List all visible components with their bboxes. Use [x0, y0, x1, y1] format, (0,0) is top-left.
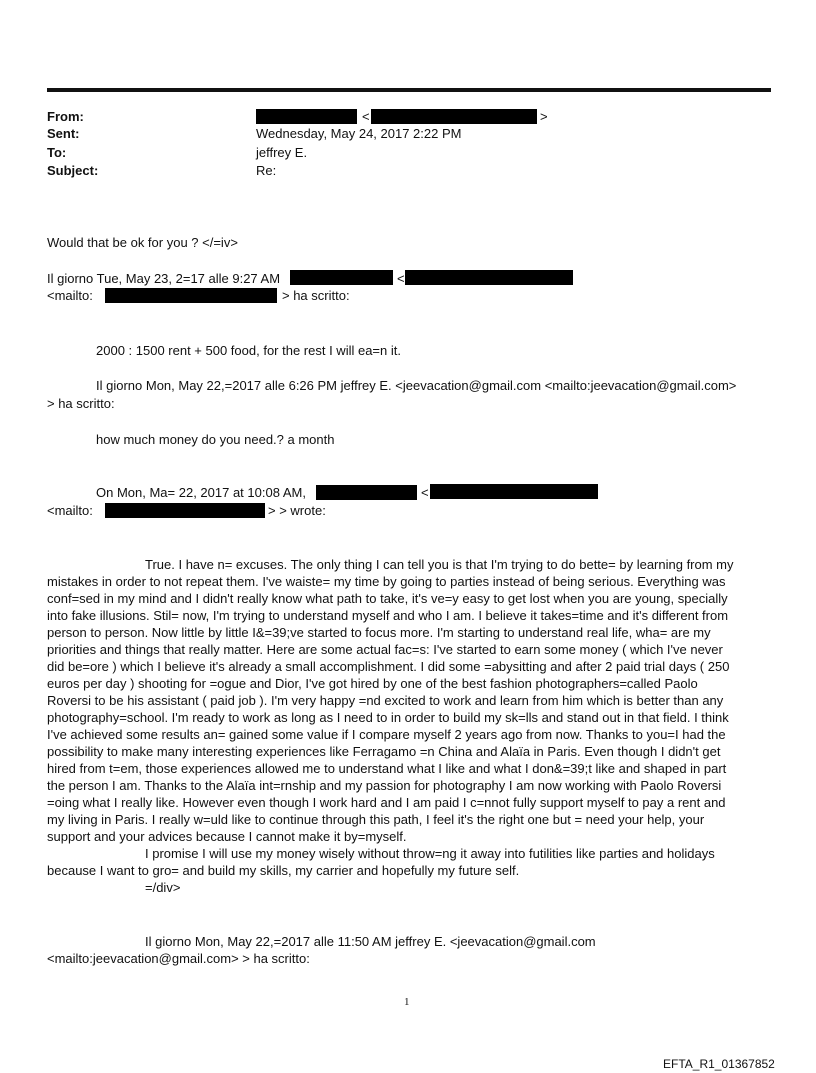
- letter-line: support and your advices because I cannot make it by=myself.: [47, 829, 407, 844]
- letter-line: because I want to gro= and build my skills, my carrier and hopefully my future self.: [47, 863, 520, 878]
- to-value: jeffrey E.: [256, 145, 308, 160]
- letter-line: =/div>: [145, 880, 181, 895]
- money-line: 2000 : 1500 rent + 500 food, for the rest I will ea=n it.: [96, 343, 401, 358]
- letter-line: my living in Paris. I really w=uld like to continue through this path, I feel it's the right one but = need your help, your: [47, 812, 705, 827]
- quote3-suffix: > > wrote:: [268, 503, 326, 518]
- letter-line: did be=ore ) which I believe it's already a small accomplishment. I did some =abysitting and after 2 paid trial days ( 250: [47, 659, 730, 674]
- quote3-header: On Mon, Ma= 22, 2017 at 10:08 AM,: [96, 485, 306, 500]
- letter-line: mistakes in order to not repeat them. I've waiste= my time by going to parties instead of being serious. Everything was: [47, 574, 726, 589]
- redacted-quote3-name: [316, 485, 417, 500]
- sent-value: Wednesday, May 24, 2017 2:22 PM: [256, 126, 462, 141]
- header-divider: [47, 88, 771, 92]
- letter-line: I promise I will use my money wisely without throw=ng it away into futilities like parties and holidays: [145, 846, 715, 861]
- quote4-header: Il giorno Mon, May 22,=2017 alle 11:50 AM jeffrey E. <jeevacation@gmail.com: [145, 934, 596, 949]
- quote4-header-cont: <mailto:jeevacation@gmail.com> > ha scritto:: [47, 951, 310, 966]
- redacted-quote3-mailto: [105, 503, 265, 518]
- quote1-suffix: > ha scritto:: [282, 288, 350, 303]
- letter-line: photography=school. I'm ready to work as long as I need to in order to build my sk=lls and stand out in that field. I think: [47, 710, 729, 725]
- from-lt: <: [362, 109, 370, 124]
- how-much-line: how much money do you need.? a month: [96, 432, 335, 447]
- sent-label: Sent:: [47, 126, 80, 141]
- quote1-header: Il giorno Tue, May 23, 2=17 alle 9:27 AM: [47, 271, 281, 286]
- page-number: 1: [404, 996, 410, 1008]
- quote2-header-cont: > ha scritto:: [47, 396, 115, 411]
- letter-line: True. I have n= excuses. The only thing I can tell you is that I'm trying to do bette= by learning from my: [145, 557, 734, 572]
- from-gt: >: [540, 109, 548, 124]
- letter-line: priorities and things that really matter. Here are some actual fac=s: I've started to earn some money ( which I've never: [47, 642, 723, 657]
- letter-line: conf=sed in my mind and I didn't really know what path to take, it's ve=y easy to get lost when you are young, specially: [47, 591, 728, 606]
- letter-line: =oing what I really like. However even though I work hard and I am paid I c=nnot fully support myself to pay a rent and: [47, 795, 726, 810]
- letter-line: possibility to make many interesting experiences like Ferragamo =n China and Alaïa in Paris. Even though I didn't get: [47, 744, 721, 759]
- quote3-mailto: <mailto:: [47, 503, 93, 518]
- subject-label: Subject:: [47, 163, 99, 178]
- quote1-mailto: <mailto:: [47, 288, 93, 303]
- redacted-quote1-name: [290, 270, 393, 285]
- redacted-sender-name: [256, 109, 357, 124]
- from-label: From:: [47, 109, 84, 124]
- letter-line: into fake illusions. Stil= now, I'm trying to understand myself and who I am. I believe it takes=time and it's different from: [47, 608, 729, 623]
- quote3-lt: <: [421, 485, 429, 500]
- letter-line: hired from t=em, those experiences allowed me to understand what I like and what I don&=39;t like and shaped in part: [47, 761, 727, 776]
- redacted-quote3-email: [430, 484, 598, 499]
- redacted-sender-email: [371, 109, 537, 124]
- redacted-quote1-mailto: [105, 288, 277, 303]
- quote2-header: Il giorno Mon, May 22,=2017 alle 6:26 PM jeffrey E. <jeevacation@gmail.com <mailto:jeevacation@gmail.com>: [96, 378, 737, 393]
- redacted-quote1-email: [405, 270, 573, 285]
- letter-line: I've achieved some results an= gained some value if I compare myself 2 years ago from now. Thanks to you=I had the: [47, 727, 726, 742]
- subject-value: Re:: [256, 163, 277, 178]
- letter-line: Roversi to be his assistant ( paid job ). I'm very happy =nd excited to work and learn from him which is better than any: [47, 693, 724, 708]
- quote1-lt: <: [397, 271, 405, 286]
- reply-line: Would that be ok for you ? </=iv>: [47, 235, 238, 250]
- letter-line: person to person. Now little by little I&=39;ve started to focus more. I'm starting to understand real life, wha= are my: [47, 625, 711, 640]
- letter-body: [47, 556, 771, 896]
- to-label: To:: [47, 145, 67, 160]
- letter-line: euros per day ) shooting for =ogue and Dior, I've got hired by one of the best fashion photographers=called Paolo: [47, 676, 698, 691]
- document-id: EFTA_R1_01367852: [663, 1057, 775, 1071]
- letter-line: the person I am. Thanks to the Alaïa int=rnship and my passion for photography I am now working with Paolo Roversi: [47, 778, 722, 793]
